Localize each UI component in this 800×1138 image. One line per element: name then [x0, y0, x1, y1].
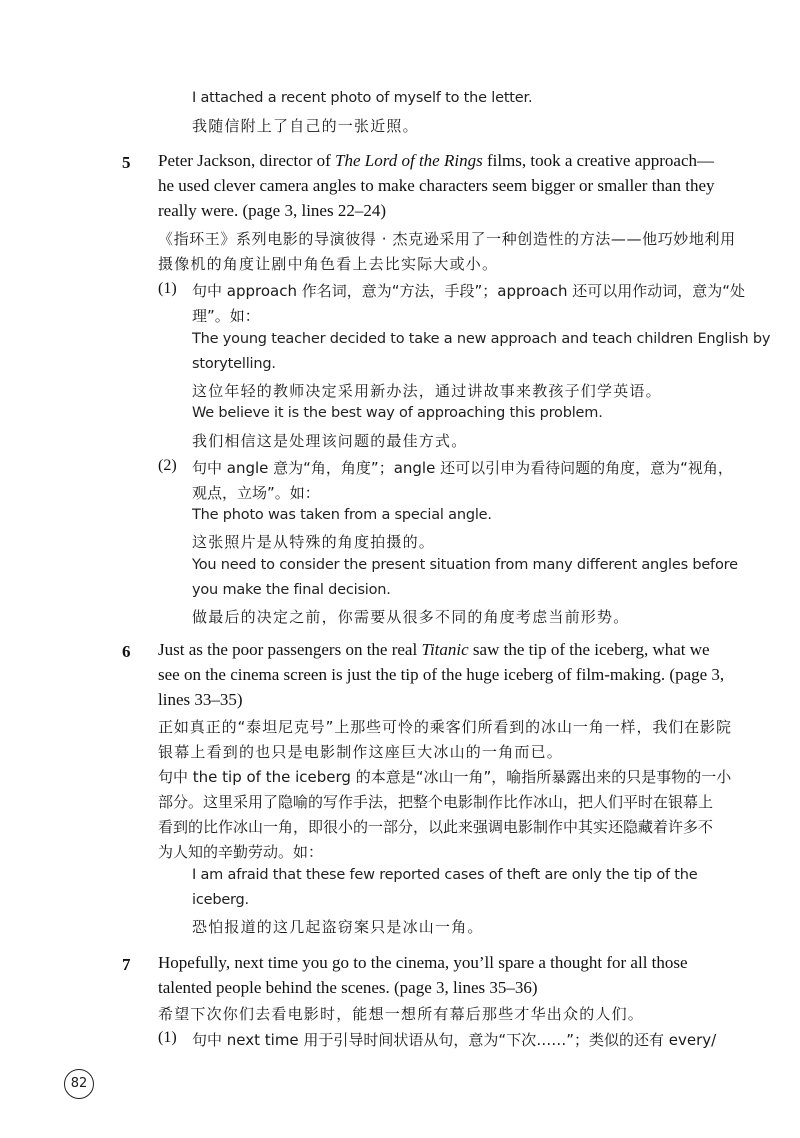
example-english: I attached a recent photo of myself to the letter.: [192, 90, 533, 106]
example-english: The young teacher decided to take a new approach and teach children English by: [192, 331, 771, 347]
item-number: 5: [122, 153, 131, 172]
note-marker: (1): [158, 1029, 177, 1046]
translation-line: 《指环王》系列电影的导演彼得 · 杰克逊采用了一种创造性的方法——他巧妙地利用: [158, 230, 736, 248]
note-marker: (1): [158, 280, 177, 297]
example-chinese: 我随信附上了自己的一张近照。: [192, 117, 419, 135]
example-english: You need to consider the present situation from many different angles before: [192, 557, 738, 573]
page-number: 82: [64, 1069, 94, 1099]
item-sentence-line: Hopefully, next time you go to the cinema, you’ll spare a thought for all those: [158, 953, 688, 972]
item-sentence-line: he used clever camera angles to make characters seem bigger or smaller than they: [158, 176, 715, 195]
translation-line: 正如真正的“泰坦尼克号”上那些可怜的乘客们所看到的冰山一角一样，我们在影院: [158, 718, 732, 736]
example-chinese: 这位年轻的教师决定采用新办法，通过讲故事来教孩子们学英语。: [192, 382, 662, 400]
item-sentence-line: really were. (page 3, lines 22–24): [158, 201, 386, 220]
note-text-line: 句中 next time 用于引导时间状语从句，意为“下次……”；类似的还有 every/: [192, 1031, 717, 1049]
example-english: We believe it is the best way of approaching this problem.: [192, 405, 603, 421]
item-number: 7: [122, 955, 131, 974]
item-number: 6: [122, 642, 131, 661]
example-chinese: 恐怕报道的这几起盗窃案只是冰山一角。: [192, 918, 484, 936]
explanation-line: 为人知的辛勤劳动。如：: [158, 843, 324, 861]
explanation-line: 句中 the tip of the iceberg 的本意是“冰山一角”，喻指所暴露出来的只是事物的一小: [158, 768, 732, 786]
example-english: iceberg.: [192, 892, 249, 908]
example-english: I am afraid that these few reported cases of theft are only the tip of the: [192, 867, 698, 883]
translation-line: 希望下次你们去看电影时，能想一想所有幕后那些才华出众的人们。: [158, 1005, 645, 1023]
item-sentence-line: see on the cinema screen is just the tip of the huge iceberg of film-making. (page 3,: [158, 665, 725, 684]
explanation-line: 看到的比作冰山一角，即很小的一部分，以此来强调电影制作中其实还隐藏着许多不: [158, 818, 714, 836]
example-chinese: 我们相信这是处理该问题的最佳方式。: [192, 432, 468, 450]
note-text-line: 观点，立场”。如：: [192, 484, 320, 502]
item-sentence-line: Just as the poor passengers on the real Titanic saw the tip of the iceberg, what we: [158, 640, 710, 659]
item-sentence-line: lines 33–35): [158, 690, 243, 709]
explanation-line: 部分。这里采用了隐喻的写作手法，把整个电影制作比作冰山，把人们平时在银幕上: [158, 793, 714, 811]
item-sentence-line: Peter Jackson, director of The Lord of the Rings films, took a creative approach—: [158, 151, 714, 170]
example-english: storytelling.: [192, 356, 276, 372]
note-marker: (2): [158, 457, 177, 474]
example-chinese: 做最后的决定之前，你需要从很多不同的角度考虑当前形势。: [192, 608, 630, 626]
example-chinese: 这张照片是从特殊的角度拍摄的。: [192, 533, 436, 551]
note-text-line: 句中 angle 意为“角，角度”；angle 还可以引申为看待问题的角度，意为“视角，: [192, 459, 733, 477]
note-text-line: 句中 approach 作名词，意为“方法，手段”；approach 还可以用作动词，意为“处: [192, 282, 746, 300]
example-english: you make the final decision.: [192, 582, 391, 598]
example-english: The photo was taken from a special angle.: [192, 507, 492, 523]
translation-line: 银幕上看到的也只是电影制作这座巨大冰山的一角而已。: [158, 743, 564, 761]
item-sentence-line: talented people behind the scenes. (page 3, lines 35–36): [158, 978, 538, 997]
note-text-line: 理”。如：: [192, 307, 260, 325]
translation-line: 摄像机的角度让剧中角色看上去比实际大或小。: [158, 255, 499, 273]
